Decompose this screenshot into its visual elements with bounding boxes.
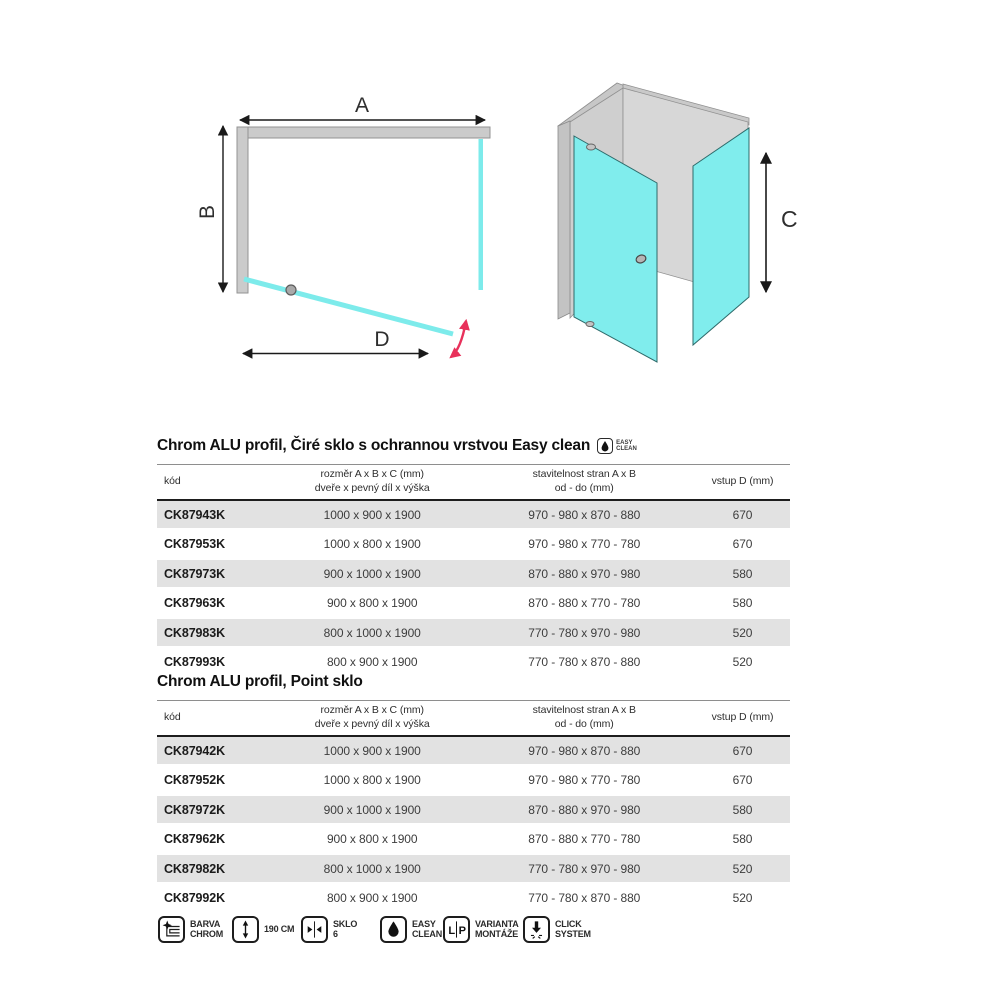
door-swing-arrow	[451, 321, 466, 357]
header-vstup: vstup D (mm)	[711, 474, 774, 487]
table-row	[157, 588, 790, 618]
product-code: CK87992K	[157, 883, 271, 913]
table-row	[157, 854, 790, 884]
door-glass	[244, 279, 453, 334]
feature-label: EASY CLEAN	[412, 919, 442, 939]
feature-label: BARVA CHROM	[190, 919, 223, 939]
dimensions-cell: 1000 x 800 x 1900	[271, 529, 474, 559]
product-code: CK87982K	[157, 854, 271, 884]
dimensions-cell: 800 x 1000 x 1900	[271, 618, 474, 648]
dimensions-cell: 900 x 800 x 1900	[271, 588, 474, 618]
entry-width-cell: 580	[695, 795, 790, 825]
dimensions-cell: 1000 x 900 x 1900	[271, 500, 474, 529]
entry-width-cell: 580	[695, 559, 790, 589]
feature-label: SKLO 6	[333, 919, 358, 939]
product-code: CK87973K	[157, 559, 271, 589]
header-kod: kód	[164, 474, 181, 487]
table-row	[157, 883, 790, 913]
products-table-easy-clean	[157, 464, 790, 678]
header-rozmer: rozměr A x B x C (mm) dveře x pevný díl x výška	[314, 704, 430, 730]
table-row	[157, 559, 790, 589]
entry-width-cell: 520	[695, 883, 790, 913]
isometric-diagram	[540, 60, 820, 390]
adjustability-cell: 970 - 980 x 870 - 880	[473, 736, 695, 765]
section-point-sklo	[157, 673, 790, 914]
entry-width-cell: 520	[695, 618, 790, 648]
product-code: CK87943K	[157, 500, 271, 529]
table-row	[157, 618, 790, 648]
table-row	[157, 795, 790, 825]
left-right-mount-icon	[443, 916, 470, 943]
entry-width-cell: 670	[695, 529, 790, 559]
adjustability-cell: 770 - 780 x 970 - 980	[473, 854, 695, 884]
adjustability-cell: 870 - 880 x 770 - 780	[473, 824, 695, 854]
dimensions-cell: 900 x 1000 x 1900	[271, 795, 474, 825]
entry-width-cell: 670	[695, 736, 790, 765]
table-header-row	[157, 701, 790, 737]
header-rozmer: rozměr A x B x C (mm) dveře x pevný díl x výška	[314, 468, 430, 494]
entry-width-cell: 670	[695, 500, 790, 529]
wall-profile-strip	[558, 121, 570, 319]
click-arrow-icon	[523, 916, 550, 943]
header-vstup: vstup D (mm)	[711, 710, 774, 723]
easy-clean-badge-text: EASY CLEAN	[616, 439, 637, 452]
wall-left	[237, 127, 248, 293]
product-code: CK87993K	[157, 647, 271, 677]
product-code: CK87983K	[157, 618, 271, 648]
dimensions-cell: 1000 x 800 x 1900	[271, 765, 474, 795]
product-code: CK87942K	[157, 736, 271, 765]
adjustability-cell: 870 - 880 x 970 - 980	[473, 795, 695, 825]
feature-label: CLICK SYSTEM	[555, 919, 591, 939]
section-title-text: Chrom ALU profil, Čiré sklo s ochrannou vrstvou Easy clean	[157, 437, 591, 454]
water-drop-icon	[380, 916, 407, 943]
wall-top	[237, 127, 490, 138]
table-row	[157, 529, 790, 559]
dimension-label-d: D	[374, 328, 390, 351]
dimensions-cell: 900 x 1000 x 1900	[271, 559, 474, 589]
adjustability-cell: 970 - 980 x 870 - 880	[473, 500, 695, 529]
fixed-glass-panel	[479, 139, 484, 290]
header-stavitelnost: stavitelnost stran A x B od - do (mm)	[532, 704, 636, 730]
table-row	[157, 736, 790, 765]
header-kod: kód	[164, 710, 181, 723]
feature-label: VARIANTA MONTÁŽE	[475, 919, 519, 939]
chrome-profile-icon	[158, 916, 185, 943]
table-row	[157, 500, 790, 529]
adjustability-cell: 970 - 980 x 770 - 780	[473, 765, 695, 795]
entry-width-cell: 670	[695, 765, 790, 795]
product-code: CK87953K	[157, 529, 271, 559]
adjustability-cell: 870 - 880 x 770 - 780	[473, 588, 695, 618]
fixed-glass-panel-3d	[693, 128, 749, 345]
feature-easy-clean	[380, 916, 443, 943]
header-stavitelnost: stavitelnost stran A x B od - do (mm)	[532, 468, 636, 494]
feature-label: 190 CM	[264, 923, 295, 934]
dimension-label-b: B	[196, 204, 219, 220]
products-table-point	[157, 700, 790, 914]
adjustability-cell: 870 - 880 x 970 - 980	[473, 559, 695, 589]
feature-height-190	[232, 916, 301, 943]
entry-width-cell: 580	[695, 588, 790, 618]
adjustability-cell: 970 - 980 x 770 - 780	[473, 529, 695, 559]
door-hinge-point	[286, 285, 296, 295]
entry-width-cell: 520	[695, 854, 790, 884]
door-hinge-bottom	[586, 322, 594, 327]
entry-width-cell: 520	[695, 647, 790, 677]
product-code: CK87972K	[157, 795, 271, 825]
product-code: CK87962K	[157, 824, 271, 854]
product-code: CK87963K	[157, 588, 271, 618]
feature-icons-row	[158, 916, 593, 943]
dimensions-cell: 800 x 900 x 1900	[271, 647, 474, 677]
door-hinge-top	[587, 144, 596, 150]
entry-width-cell: 580	[695, 824, 790, 854]
table-header-row	[157, 465, 790, 501]
easy-clean-badge	[597, 438, 637, 454]
height-arrow-icon	[232, 916, 259, 943]
dimensions-cell: 800 x 900 x 1900	[271, 883, 474, 913]
top-view-diagram	[150, 60, 530, 390]
feature-barva-chrom	[158, 916, 232, 943]
dimensions-cell: 800 x 1000 x 1900	[271, 854, 474, 884]
adjustability-cell: 770 - 780 x 970 - 980	[473, 618, 695, 648]
adjustability-cell: 770 - 780 x 870 - 880	[473, 647, 695, 677]
water-drop-icon	[597, 438, 613, 454]
section-title	[157, 673, 790, 691]
feature-click-system	[523, 916, 593, 943]
section-title	[157, 437, 790, 455]
table-row	[157, 824, 790, 854]
section-title-text: Chrom ALU profil, Point sklo	[157, 673, 363, 690]
adjustability-cell: 770 - 780 x 870 - 880	[473, 883, 695, 913]
feature-sklo-6	[301, 916, 380, 943]
dimensions-cell: 1000 x 900 x 1900	[271, 736, 474, 765]
product-code: CK87952K	[157, 765, 271, 795]
table-row	[157, 765, 790, 795]
section-easy-clean	[157, 437, 790, 678]
dimensions-cell: 900 x 800 x 1900	[271, 824, 474, 854]
dimension-label-c: C	[781, 206, 798, 232]
svg-text:L: L	[448, 924, 456, 937]
svg-text:P: P	[458, 924, 467, 937]
glass-thickness-icon	[301, 916, 328, 943]
dimension-label-a: A	[354, 94, 370, 117]
feature-varianta-montaze	[443, 916, 523, 943]
